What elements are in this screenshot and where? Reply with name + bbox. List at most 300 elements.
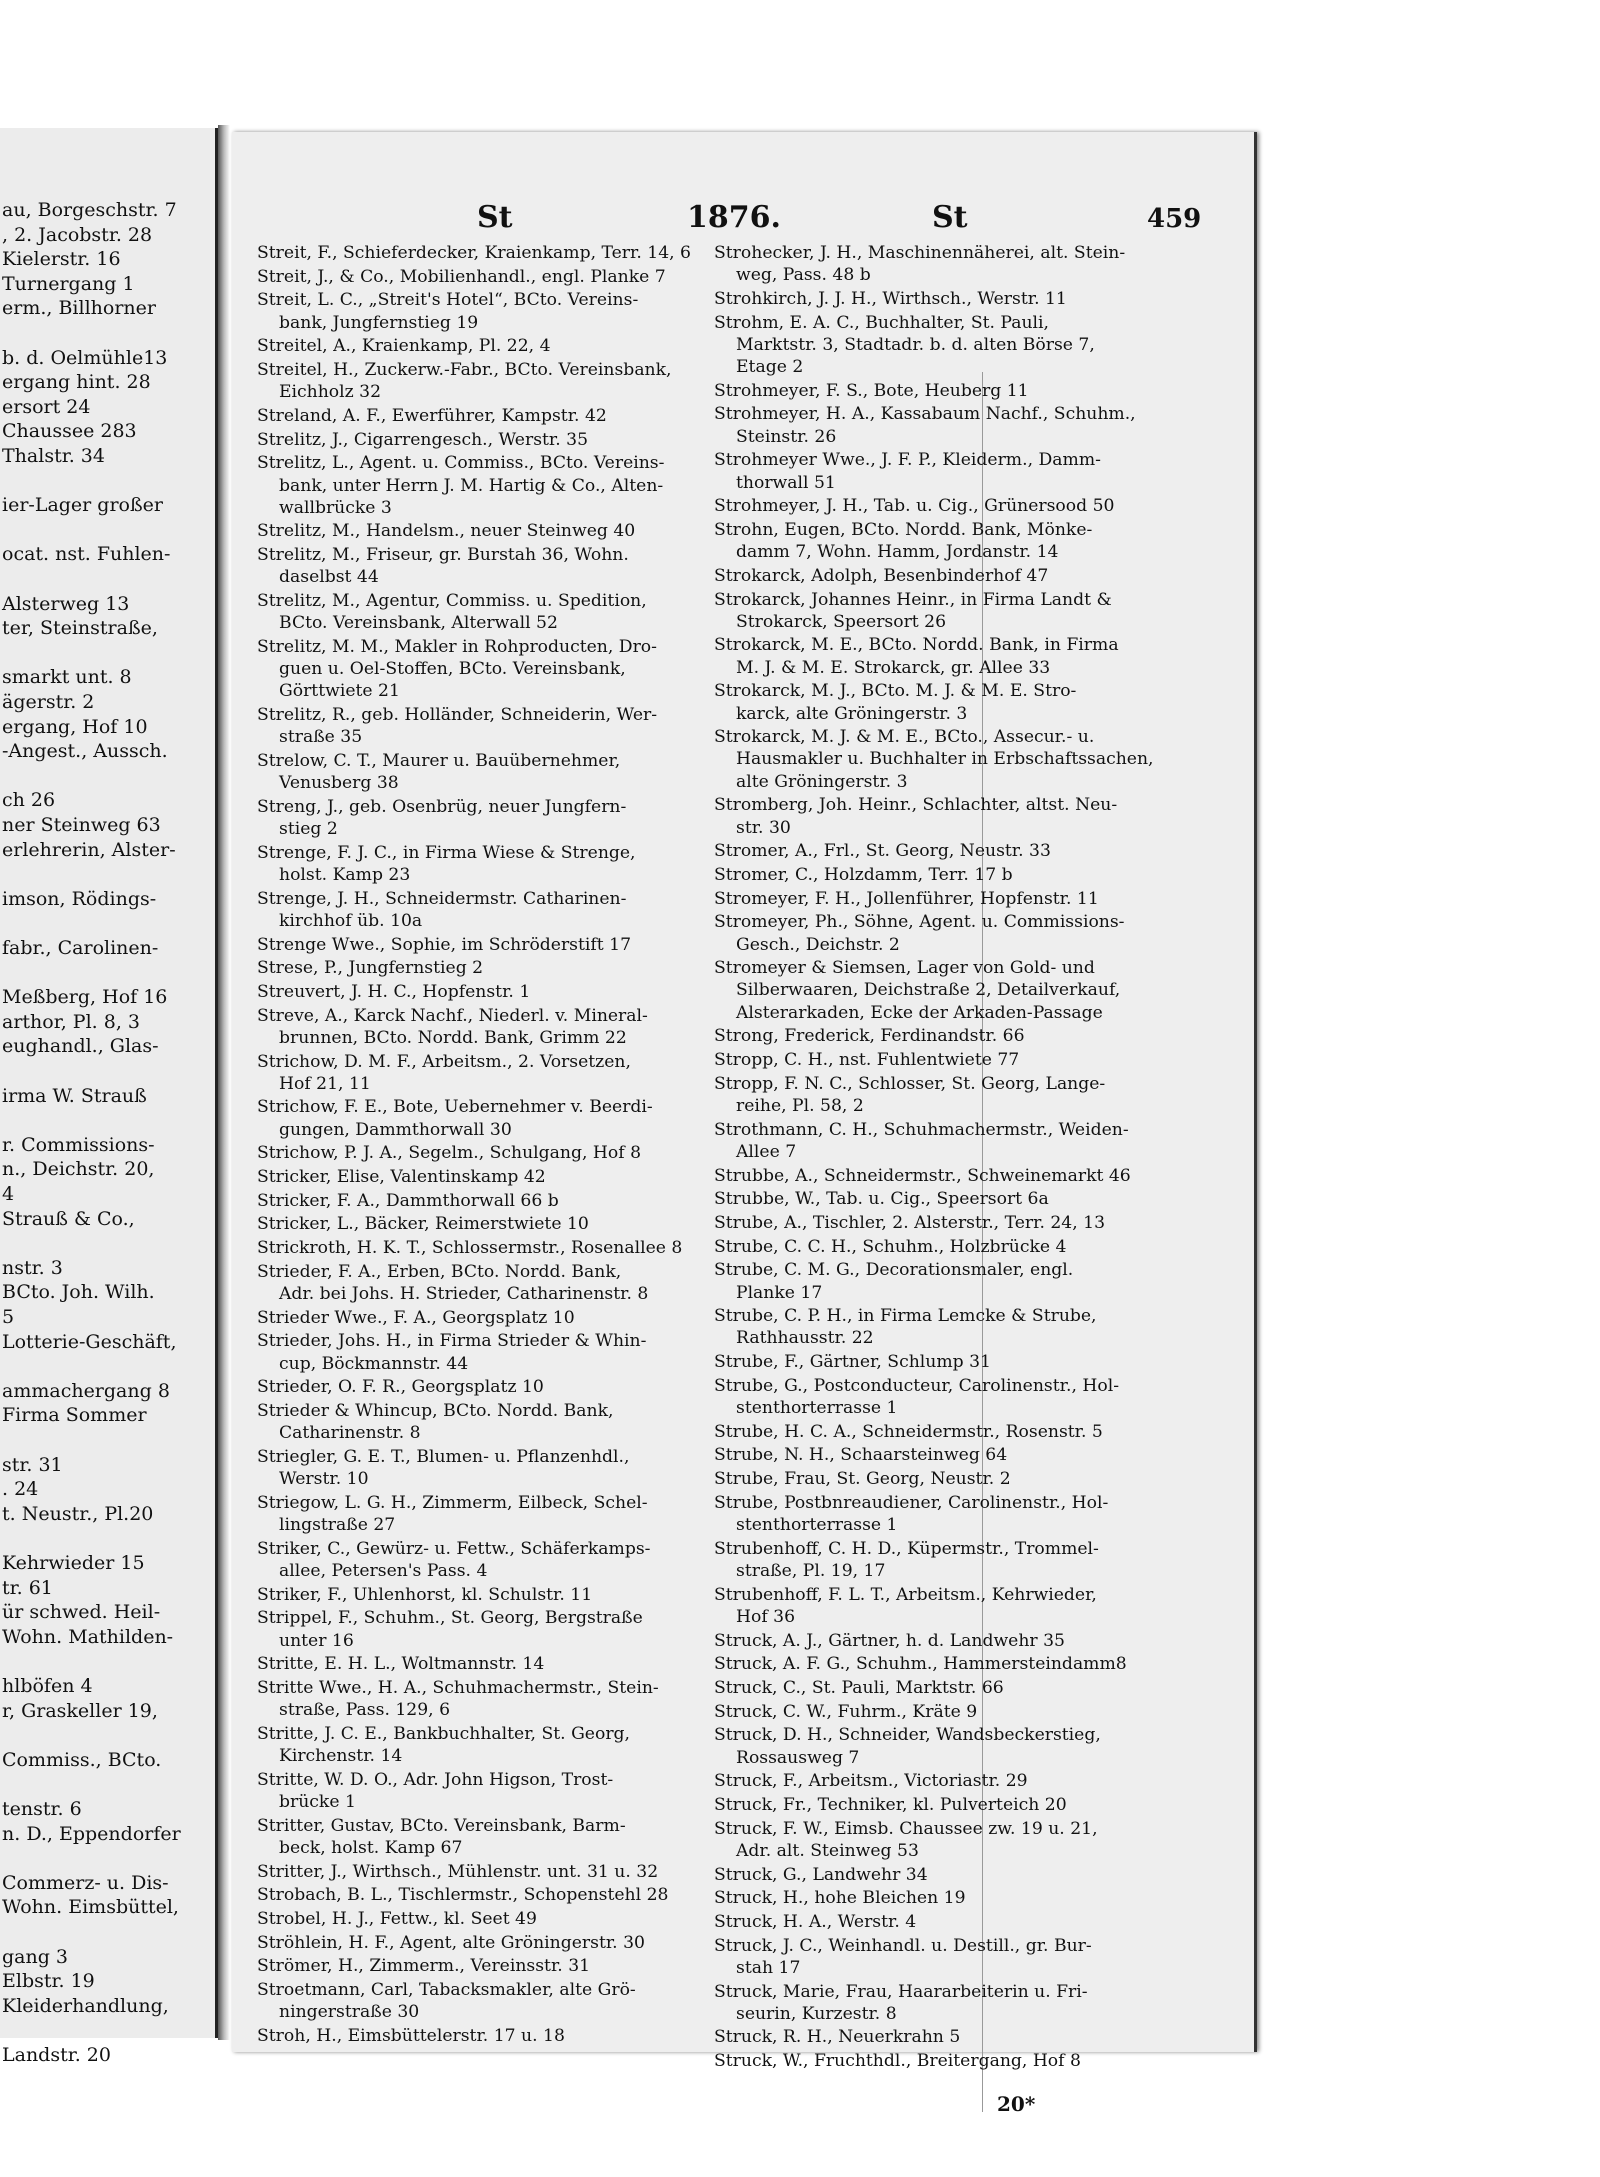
directory-entry — [257, 796, 757, 840]
directory-entry-line: Strelitz, M. M., Makler in Rohproducten, Dro- — [257, 636, 657, 657]
directory-entry-line: Struck, W., Fruchthdl., Breitergang, Hof 8 — [714, 2051, 1081, 2072]
directory-entry-line: Strippel, F., Schuhm., St. Georg, Bergstraße — [257, 1608, 643, 1629]
directory-entry — [257, 289, 757, 333]
directory-entry-line: Strubenhoff, C. H. D., Küpermstr., Trommel- — [714, 1538, 1099, 1559]
directory-entry-line: Adr. bei Johs. H. Strieder, Catharinenstr. 8 — [279, 1284, 649, 1304]
directory-entry — [257, 1979, 757, 2023]
previous-page-text-fragment: ägerstr. 2 — [2, 691, 95, 713]
directory-entry-line: Marktstr. 3, Stadtadr. b. d. alten Börse 7, — [736, 334, 1095, 355]
directory-entry-line: brücke 1 — [279, 1791, 356, 1812]
directory-entry-line: Stroh, H., Eimsbüttelerstr. 17 u. 18 — [257, 2025, 565, 2046]
directory-entry-line: Strothmann, C. H., Schuhmachermstr., Weiden- — [714, 1119, 1129, 1140]
directory-entry-line: Struck, G., Landwehr 34 — [714, 1864, 928, 1885]
directory-entry — [714, 840, 1214, 862]
previous-page-text-fragment: b. d. Oelmühle13 — [2, 346, 168, 369]
previous-page-text-fragment: n., Deichstr. 20, — [2, 1158, 155, 1181]
directory-entry-line: Strohkirch, J. J. H., Wirthsch., Werstr. 11 — [714, 288, 1067, 309]
directory-entry — [714, 680, 1214, 724]
directory-entry-line: Strube, Postbnreaudiener, Carolinenstr., Hol- — [714, 1492, 1109, 1513]
directory-entry — [257, 1051, 757, 1095]
directory-entry-line: Strelitz, M., Friseur, gr. Burstah 36, Wohn. — [257, 545, 629, 566]
directory-entry-line: Venusberg 38 — [279, 773, 399, 794]
directory-entry — [714, 1887, 1214, 1909]
directory-entry — [714, 1492, 1214, 1536]
directory-entry — [714, 1351, 1214, 1373]
directory-entry-line: Catharinenstr. 8 — [279, 1423, 421, 1444]
directory-entry-line: Görttwiete 21 — [279, 681, 400, 702]
previous-page-edge — [0, 128, 218, 2066]
previous-page-text-fragment: ch 26 — [2, 789, 56, 812]
directory-entry-line: Strichow, P. J. A., Segelm., Schulgang, Hof 8 — [257, 1143, 642, 1164]
directory-entry-line: Stromeyer & Siemsen, Lager von Gold- und — [714, 958, 1095, 979]
directory-entry-line: Alsterarkaden, Ecke der Arkaden-Passage — [736, 1002, 1103, 1023]
directory-entry-line: Strelitz, M., Handelsm., neuer Steinweg 40 — [257, 521, 636, 542]
directory-entry-line: straße, Pl. 19, 17 — [736, 1560, 886, 1581]
header-left-letters: St — [477, 200, 513, 235]
page-number: 459 — [1147, 204, 1202, 234]
directory-entry-line: Strube, F., Gärtner, Schlump 31 — [714, 1352, 991, 1373]
directory-entry-line: straße 35 — [279, 727, 363, 748]
directory-entry — [257, 1446, 757, 1490]
directory-entry-line: weg, Pass. 48 b — [736, 265, 871, 286]
directory-entry-line: Struck, H. A., Werstr. 4 — [714, 1911, 917, 1932]
directory-entry-line: Strokarck, Johannes Heinr., in Firma Landt & — [714, 589, 1112, 610]
directory-entry — [714, 1468, 1214, 1490]
directory-entry — [257, 520, 757, 542]
directory-entry-line: Striegler, G. E. T., Blumen- u. Pflanzenhdl., — [257, 1446, 630, 1467]
directory-entry-line: Strubbe, W., Tab. u. Cig., Speersort 6a — [714, 1189, 1049, 1210]
directory-entry-line: Struck, H., hohe Bleichen 19 — [714, 1888, 966, 1909]
directory-entry-line: Rossausweg 7 — [736, 1747, 860, 1768]
directory-entry-line: Streng, J., geb. Osenbrüg, neuer Jungfern- — [257, 796, 627, 817]
directory-entry-line: Struck, Fr., Techniker, kl. Pulverteich 20 — [714, 1794, 1067, 1815]
directory-entry-line: Streitel, H., Zuckerw.-Fabr., BCto. Vereinsbank, — [257, 360, 672, 380]
directory-entry — [257, 1005, 757, 1049]
previous-page-text-fragment: r, Graskeller 19, — [2, 1699, 158, 1722]
directory-entry — [714, 1259, 1214, 1303]
previous-page-text-fragment: Commiss., BCto. — [2, 1748, 162, 1771]
directory-entry-line: Strenge, J. H., Schneidermstr. Catharinen- — [257, 888, 627, 909]
directory-entry — [257, 1955, 757, 1977]
previous-page-text-fragment: gang 3 — [2, 1945, 69, 1968]
previous-page-text-fragment: Landstr. 20 — [2, 2044, 111, 2066]
directory-entry-line: BCto. Vereinsbank, Alterwall 52 — [279, 613, 558, 634]
directory-entry-line: Stritte, J. C. E., Bankbuchhalter, St. Georg, — [257, 1723, 631, 1744]
previous-page-text-fragment: ier-Lager großer — [2, 494, 163, 517]
book-gutter — [218, 125, 230, 2040]
directory-entry — [257, 544, 757, 588]
directory-entry — [714, 1538, 1214, 1582]
previous-page-text-fragment: smarkt unt. 8 — [2, 666, 132, 689]
directory-entry — [714, 634, 1214, 678]
previous-page-text-fragment: ner Steinweg 63 — [2, 814, 161, 836]
directory-entry — [257, 1213, 757, 1235]
directory-entry — [714, 589, 1214, 633]
directory-entry — [257, 1492, 757, 1536]
directory-entry-line: Struck, Marie, Frau, Haararbeiterin u. Fri- — [714, 1981, 1088, 2002]
directory-entry-line: Strobel, H. J., Fettw., kl. Seet 49 — [257, 1908, 537, 1929]
directory-entry-line: Strohmeyer, J. H., Tab. u. Cig., Grünersood 50 — [714, 496, 1115, 517]
directory-entry — [714, 2026, 1214, 2048]
directory-entry — [257, 242, 757, 264]
previous-page-text-fragment: ammachergang 8 — [2, 1379, 170, 1402]
directory-entry-line: Silberwaaren, Deichstraße 2, Detailverkauf, — [736, 980, 1121, 1001]
directory-entry-line: Stromeyer, Ph., Söhne, Agent. u. Commissions- — [714, 912, 1125, 933]
directory-entry-line: unter 16 — [279, 1630, 354, 1651]
directory-entry-line: Stricker, F. A., Dammthorwall 66 b — [257, 1190, 559, 1211]
directory-entry — [257, 429, 757, 451]
directory-entry-line: Struck, C. W., Fuhrm., Kräte 9 — [714, 1701, 978, 1722]
directory-entry — [714, 1864, 1214, 1886]
directory-entry — [714, 242, 1214, 286]
previous-page-text-fragment: 5 — [2, 1306, 15, 1328]
directory-entry — [257, 1261, 757, 1305]
directory-entry-line: Struck, J. C., Weinhandl. u. Destill., gr. Bur- — [714, 1935, 1092, 1956]
directory-entry-line: Strelitz, L., Agent. u. Commiss., BCto. Vereins- — [257, 453, 665, 474]
directory-entry-line: Striker, C., Gewürz- u. Fettw., Schäferkamps- — [257, 1538, 651, 1559]
directory-entry-line: Strube, N. H., Schaarsteinweg 64 — [714, 1445, 1008, 1466]
directory-entry — [257, 842, 757, 886]
directory-entry — [714, 1212, 1214, 1234]
directory-entry — [714, 1701, 1214, 1723]
previous-page-text-fragment: irma W. Strauß — [2, 1084, 147, 1107]
directory-entry-line: stenthorterrasse 1 — [736, 1515, 898, 1535]
directory-page — [232, 132, 1257, 2116]
previous-page-text-fragment: BCto. Joh. Wilh. — [2, 1281, 155, 1304]
directory-entry-line: gungen, Dammthorwall 30 — [279, 1119, 512, 1140]
directory-entry — [257, 1142, 757, 1164]
directory-entry-line: M. J. & M. E. Strokarck, gr. Allee 33 — [736, 657, 1051, 678]
directory-entry — [714, 888, 1214, 910]
directory-entry — [714, 1935, 1214, 1979]
directory-entry-line: damm 7, Wohn. Hamm, Jordanstr. 14 — [736, 542, 1059, 563]
directory-entry-line: stenthorterrasse 1 — [736, 1398, 898, 1418]
directory-entry — [257, 1096, 757, 1140]
directory-entry-line: Gesch., Deichstr. 2 — [736, 934, 900, 955]
directory-entry-line: Hof 36 — [736, 1606, 796, 1627]
directory-entry-line: cup, Böckmannstr. 44 — [279, 1353, 469, 1374]
directory-entry — [257, 1861, 757, 1883]
previous-page-text-fragment: ergang, Hof 10 — [2, 715, 148, 738]
directory-entry — [714, 449, 1214, 493]
directory-entry — [714, 519, 1214, 563]
directory-entry-line: Struck, C., St. Pauli, Marktstr. 66 — [714, 1677, 1004, 1698]
directory-entry-line: Stropp, C. H., nst. Fuhlentwiete 77 — [714, 1050, 1020, 1070]
directory-entry-line: Struck, F. W., Eimsb. Chaussee zw. 19 u. 21, — [714, 1818, 1098, 1839]
directory-entry-line: Steinstr. 26 — [736, 426, 837, 447]
directory-entry — [714, 2050, 1214, 2072]
directory-entry — [257, 1237, 757, 1259]
previous-page-text-fragment: Wohn. Eimsbüttel, — [2, 1896, 179, 1919]
previous-page-text-fragment: Turnergang 1 — [2, 272, 135, 295]
previous-page-text-fragment: tr. 61 — [2, 1576, 53, 1599]
directory-entry-line: ningerstraße 30 — [279, 2002, 420, 2023]
directory-entry-line: daselbst 44 — [279, 567, 379, 588]
previous-page-text-fragment: fabr., Carolinen- — [2, 937, 159, 959]
directory-entry-line: Strube, Frau, St. Georg, Neustr. 2 — [714, 1469, 1011, 1490]
directory-entry-line: seurin, Kurzestr. 8 — [736, 2003, 897, 2024]
directory-entry — [714, 1236, 1214, 1258]
directory-entry — [257, 1769, 757, 1813]
previous-page-text-fragment: Alsterweg 13 — [2, 592, 130, 615]
directory-entry-line: holst. Kamp 23 — [279, 864, 411, 885]
directory-entry-line: Strohmeyer, H. A., Kassabaum Nachf., Schuhm., — [714, 404, 1136, 425]
directory-entry-line: Strieder, O. F. R., Georgsplatz 10 — [257, 1377, 544, 1398]
directory-entry — [257, 335, 757, 357]
previous-page-text-fragment: str. 31 — [2, 1453, 63, 1476]
directory-entry — [257, 1723, 757, 1767]
directory-entry-line: Strohm, E. A. C., Buchhalter, St. Pauli, — [714, 312, 1049, 333]
directory-entry-line: beck, holst. Kamp 67 — [279, 1837, 463, 1858]
directory-entry-line: Strube, H. C. A., Schneidermstr., Rosenstr. 5 — [714, 1421, 1103, 1442]
directory-entry-line: Strichow, F. E., Bote, Uebernehmer v. Beerdi- — [257, 1097, 653, 1118]
directory-entry — [714, 1188, 1214, 1210]
directory-entry — [257, 1815, 757, 1859]
previous-page-text-fragment: . 24 — [2, 1478, 39, 1501]
previous-page-text-fragment: eughandl., Glas- — [2, 1035, 159, 1058]
directory-entry-line: Struck, R. H., Neuerkrahn 5 — [714, 2027, 961, 2048]
directory-entry-line: str. 30 — [736, 817, 791, 838]
previous-page-text-fragment: Wohn. Mathilden- — [2, 1625, 174, 1648]
directory-entry-line: guen u. Oel-Stoffen, BCto. Vereinsbank, — [279, 659, 626, 680]
directory-entry — [714, 403, 1214, 447]
directory-entry-line: Strieder Wwe., F. A., Georgsplatz 10 — [257, 1307, 575, 1328]
directory-entry-line: Streuvert, J. H. C., Hopfenstr. 1 — [257, 981, 531, 1002]
directory-entry-line: Rathhausstr. 22 — [736, 1328, 874, 1349]
previous-page-text-fragment: 4 — [2, 1183, 15, 1205]
directory-entry-line: Struck, F., Arbeitsm., Victoriastr. 29 — [714, 1771, 1028, 1792]
directory-entry-line: kirchhof üb. 10a — [279, 910, 423, 931]
directory-entry-line: Streit, L. C., „Streit's Hotel“, BCto. Vereins- — [257, 290, 639, 311]
directory-entry-line: Strokarck, M. J. & M. E., BCto., Assecur.- u. — [714, 727, 1095, 748]
directory-entry-line: alte Gröningerstr. 3 — [736, 771, 908, 792]
directory-entry-line: reihe, Pl. 58, 2 — [736, 1095, 864, 1116]
previous-page-text-fragment: erm., Billhorner — [2, 297, 156, 320]
previous-page-text-fragment: erlehrerin, Alster- — [2, 838, 176, 861]
directory-entry-line: Strohmeyer Wwe., J. F. P., Kleiderm., Damm- — [714, 450, 1101, 471]
directory-entry-line: Stritter, J., Wirthsch., Mühlenstr. unt. 31 u. 32 — [257, 1861, 659, 1882]
directory-entry — [714, 1165, 1214, 1187]
directory-entry — [714, 1653, 1214, 1675]
directory-entry-line: Strubbe, A., Schneidermstr., Schweinemarkt 46 — [714, 1165, 1131, 1186]
directory-entry-line: Strickroth, H. K. T., Schlossermstr., Rosenallee 8 — [257, 1238, 683, 1259]
directory-entry — [257, 704, 757, 748]
directory-entry — [714, 1911, 1214, 1933]
directory-entry — [714, 911, 1214, 955]
directory-entry-line: Strobach, B. L., Tischlermstr., Schopenstehl 28 — [257, 1885, 669, 1906]
previous-page-text-fragment: r. Commissions- — [2, 1133, 155, 1156]
directory-entry-line: Strieder & Whincup, BCto. Nordd. Bank, — [257, 1401, 614, 1421]
directory-entry-line: Striker, F., Uhlenhorst, kl. Schulstr. 11 — [257, 1584, 593, 1605]
directory-entry-line: stieg 2 — [279, 819, 338, 839]
directory-entry-line: bank, unter Herrn J. M. Hartig & Co., Alten- — [279, 475, 664, 496]
directory-entry-line: bank, Jungfernstieg 19 — [279, 312, 479, 333]
directory-entry — [257, 1584, 757, 1606]
directory-entry — [257, 1653, 757, 1675]
header-year: 1876. — [687, 200, 781, 235]
previous-page-text-fragment: ter, Steinstraße, — [2, 617, 158, 640]
directory-entry-line: Strube, C. C. H., Schuhm., Holzbrücke 4 — [714, 1236, 1067, 1257]
directory-entry — [257, 1400, 757, 1444]
directory-entry — [257, 888, 757, 932]
directory-entry-line: Strube, C. M. G., Decorationsmaler, engl. — [714, 1260, 1074, 1281]
previous-page-text-fragment: imson, Rödings- — [2, 887, 157, 910]
previous-page-text-fragment: Commerz- u. Dis- — [2, 1871, 169, 1894]
directory-entry-line: allee, Petersen's Pass. 4 — [279, 1560, 488, 1581]
directory-entry — [257, 1330, 757, 1374]
directory-entry — [257, 981, 757, 1003]
directory-entry — [257, 452, 757, 519]
directory-entry — [257, 1884, 757, 1906]
previous-page-text-fragment: nstr. 3 — [2, 1256, 63, 1279]
directory-entry-line: Strokarck, Speersort 26 — [736, 611, 947, 632]
directory-entry-line: Strieder, F. A., Erben, BCto. Nordd. Bank, — [257, 1261, 622, 1282]
directory-entry — [257, 636, 757, 703]
directory-entry — [714, 864, 1214, 886]
previous-page-text-fragment: ersort 24 — [2, 395, 91, 418]
directory-entry-line: Stritte Wwe., H. A., Schuhmachermstr., Stein- — [257, 1677, 659, 1698]
directory-entry — [714, 1584, 1214, 1628]
directory-entry — [714, 495, 1214, 517]
directory-entry — [257, 405, 757, 427]
directory-entry-line: thorwall 51 — [736, 472, 836, 493]
previous-page-text-fragment: Elbstr. 19 — [2, 1970, 95, 1993]
directory-entry-line: karck, alte Gröningerstr. 3 — [736, 703, 968, 724]
directory-entry-line: Stropp, F. N. C., Schlosser, St. Georg, Lange- — [714, 1073, 1106, 1094]
directory-entry — [714, 1677, 1214, 1699]
directory-entry — [714, 312, 1214, 379]
directory-entry — [714, 1375, 1214, 1419]
directory-entry-line: Stritte, W. D. O., Adr. John Higson, Trost- — [257, 1769, 614, 1790]
directory-entry-line: Adr. alt. Steinweg 53 — [736, 1840, 919, 1861]
directory-entry — [257, 957, 757, 979]
directory-entry — [714, 1119, 1214, 1163]
previous-page-text-fragment: Strauß & Co., — [2, 1207, 135, 1230]
previous-page-text-fragment: n. D., Eppendorfer — [2, 1822, 181, 1845]
directory-entry-line: Struck, D. H., Schneider, Wandsbeckerstieg, — [714, 1725, 1101, 1746]
directory-entry — [257, 1908, 757, 1930]
directory-entry — [257, 2025, 757, 2047]
directory-entry-line: Strichow, D. M. F., Arbeitsm., 2. Vorsetzen, — [257, 1051, 631, 1072]
previous-page-text-fragment: au, Borgeschstr. 7 — [2, 199, 177, 221]
directory-entry — [257, 1307, 757, 1329]
directory-entry — [714, 1025, 1214, 1047]
directory-entry-line: Striegow, L. G. H., Zimmerm, Eilbeck, Schel- — [257, 1492, 648, 1513]
previous-page-text-fragment: , 2. Jacobstr. 28 — [2, 223, 153, 246]
previous-page-text-fragment: Firma Sommer — [2, 1404, 147, 1427]
directory-entry-line: Stromer, A., Frl., St. Georg, Neustr. 33 — [714, 841, 1051, 862]
directory-entry-line: Strömer, H., Zimmerm., Vereinsstr. 31 — [257, 1956, 591, 1977]
directory-entry-line: Strohecker, J. H., Maschinennäherei, alt. Stein- — [714, 243, 1126, 263]
directory-entry-line: Stritte, E. H. L., Woltmannstr. 14 — [257, 1654, 545, 1675]
previous-page-text-fragment: arthor, Pl. 8, 3 — [2, 1010, 140, 1033]
directory-entry-line: Hausmakler u. Buchhalter in Erbschaftssachen, — [736, 749, 1154, 770]
directory-entry — [714, 1305, 1214, 1349]
directory-entry — [257, 1190, 757, 1212]
directory-entry-line: brunnen, BCto. Nordd. Bank, Grimm 22 — [279, 1027, 627, 1048]
previous-page-text-fragment: Meßberg, Hof 16 — [2, 986, 168, 1009]
directory-entry-line: Strelitz, J., Cigarrengesch., Werstr. 35 — [257, 429, 589, 450]
directory-entry-line: Allee 7 — [736, 1141, 797, 1162]
directory-entry-line: Stricker, L., Bäcker, Reimerstwiete 10 — [257, 1214, 589, 1235]
previous-page-text-fragment: Kielerstr. 16 — [2, 248, 121, 271]
directory-entry-line: stah 17 — [736, 1957, 801, 1978]
previous-page-text-fragment: ocat. nst. Fuhlen- — [2, 543, 171, 566]
previous-page-text-fragment: tenstr. 6 — [2, 1798, 82, 1820]
directory-entry — [257, 1677, 757, 1721]
previous-page-text-fragment: Thalstr. 34 — [2, 445, 105, 467]
directory-entry-line: straße, Pass. 129, 6 — [279, 1700, 451, 1721]
previous-page-text-fragment: ergang hint. 28 — [2, 371, 151, 394]
directory-entry-line: Strubenhoff, F. L. T., Arbeitsm., Kehrwieder, — [714, 1584, 1097, 1605]
previous-page-text-fragment: ür schwed. Heil- — [2, 1601, 161, 1624]
directory-entry-line: Stricker, Elise, Valentinskamp 42 — [257, 1167, 546, 1187]
directory-entry — [714, 1818, 1214, 1862]
directory-entry-line: Streland, A. F., Ewerführer, Kampstr. 42 — [257, 405, 607, 426]
directory-entry-line: Planke 17 — [736, 1282, 823, 1303]
directory-entry-line: Strokarck, Adolph, Besenbinderhof 47 — [714, 565, 1049, 586]
directory-entry — [714, 380, 1214, 402]
directory-entry-line: Stritter, Gustav, BCto. Vereinsbank, Barm- — [257, 1815, 626, 1836]
directory-entry-line: Ströhlein, H. F., Agent, alte Gröningerstr. 30 — [257, 1932, 645, 1953]
directory-entry-line: Strube, C. P. H., in Firma Lemcke & Strube, — [714, 1306, 1097, 1327]
directory-entry — [714, 1981, 1214, 2025]
directory-entry-line: lingstraße 27 — [279, 1515, 396, 1535]
directory-entry — [257, 359, 757, 403]
directory-entry-line: Etage 2 — [736, 357, 804, 377]
directory-entry — [257, 1932, 757, 1954]
directory-entry — [714, 1630, 1214, 1652]
directory-entry — [714, 565, 1214, 587]
previous-page-text-fragment: Lotterie-Geschäft, — [2, 1330, 177, 1353]
directory-entry-line: Stromer, C., Holzdamm, Terr. 17 b — [714, 864, 1013, 885]
directory-entry-line: Streitel, A., Kraienkamp, Pl. 22, 4 — [257, 336, 551, 357]
directory-entry-line: wallbrücke 3 — [279, 497, 392, 518]
directory-entry-line: Stroetmann, Carl, Tabacksmakler, alte Grö- — [257, 1980, 636, 2000]
directory-entry-line: Streve, A., Karck Nachf., Niederl. v. Mineral- — [257, 1005, 648, 1026]
directory-entry-line: Strenge, F. J. C., in Firma Wiese & Strenge, — [257, 842, 636, 863]
directory-entry-line: Stromeyer, F. H., Jollenführer, Hopfenstr. 11 — [714, 888, 1099, 909]
directory-entry-line: Strelitz, M., Agentur, Commiss. u. Spedition, — [257, 591, 647, 611]
directory-entry-line: Strohn, Eugen, BCto. Nordd. Bank, Mönke- — [714, 519, 1093, 540]
previous-page-text-fragment: hlböfen 4 — [2, 1675, 93, 1697]
directory-entry-line: Strelow, C. T., Maurer u. Bauübernehmer, — [257, 750, 621, 771]
directory-entry — [714, 957, 1214, 1024]
previous-page-text-fragment: Chaussee 283 — [2, 420, 137, 443]
previous-page-text-fragment: Kleiderhandlung, — [2, 1994, 169, 2017]
directory-entry-line: Streit, F., Schieferdecker, Kraienkamp, Terr. 14, 6 — [257, 243, 691, 263]
directory-entry-line: Hof 21, 11 — [279, 1073, 371, 1094]
directory-entry — [257, 590, 757, 634]
signature-mark: 20* — [997, 2092, 1036, 2116]
directory-entry-line: Strese, P., Jungfernstieg 2 — [257, 958, 484, 979]
directory-entry-line: Eichholz 32 — [279, 382, 382, 403]
directory-entry-line: Strelitz, R., geb. Holländer, Schneiderin, Wer- — [257, 705, 658, 725]
directory-entry-line: Streit, J., & Co., Mobilienhandl., engl. Planke 7 — [257, 266, 666, 287]
directory-entry — [257, 934, 757, 956]
directory-entry — [714, 1770, 1214, 1792]
directory-entry — [714, 1724, 1214, 1768]
directory-entry — [714, 794, 1214, 838]
directory-entry-line: Strenge Wwe., Sophie, im Schröderstift 17 — [257, 934, 632, 955]
directory-entry — [257, 1376, 757, 1398]
directory-entry — [714, 288, 1214, 310]
directory-entry-line: Stromberg, Joh. Heinr., Schlachter, altst. Neu- — [714, 795, 1118, 816]
directory-entry — [257, 1166, 757, 1188]
directory-entry-line: Strokarck, M. E., BCto. Nordd. Bank, in Firma — [714, 635, 1119, 656]
directory-entry-line: Kirchenstr. 14 — [279, 1746, 403, 1766]
directory-entry-line: Struck, A. F. G., Schuhm., Hammersteindamm8 — [714, 1654, 1127, 1675]
